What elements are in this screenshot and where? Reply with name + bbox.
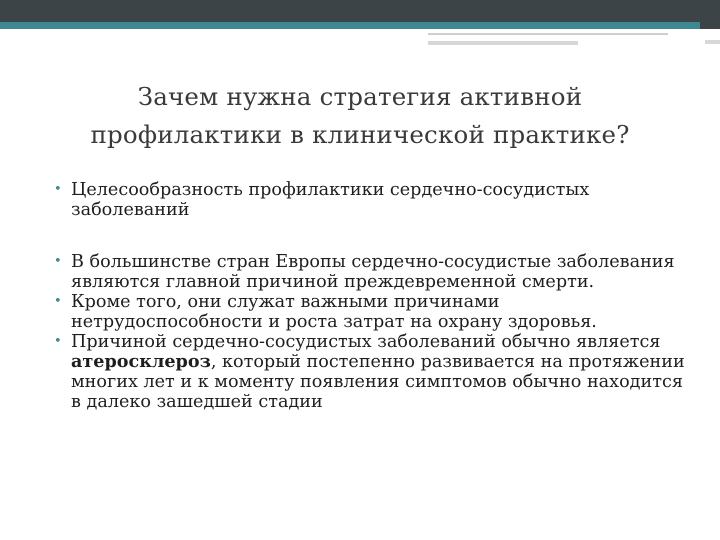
bullet-item	[54, 180, 694, 220]
decor-line	[428, 33, 668, 35]
bullet-text: Целесообразность профилактики сердечно-сосудистых заболеваний	[71, 180, 590, 220]
slide-title-line-2: профилактики в клинической практике?	[90, 120, 630, 149]
decor-line	[428, 41, 578, 45]
bullet-text: В большинстве стран Европы сердечно-сосудистые заболевания являются главной причиной преждевременной смерти.	[71, 252, 675, 292]
bullet-text-bold: атеросклероз	[71, 351, 211, 372]
bullet-dot: •	[54, 182, 62, 197]
bullet-item	[54, 252, 694, 292]
top-dark-bar	[0, 0, 700, 22]
slide-title-line-1: Зачем нужна стратегия активной	[137, 82, 583, 111]
bullet-dot: •	[54, 254, 62, 269]
top-corner-bar	[700, 0, 720, 29]
bullet-text-after: , который постепенно развивается на протяжении многих лет и к моменту появления симптомов обычно находится в далеко зашедшей стадии	[71, 352, 685, 412]
bullet-text-before: Причиной сердечно-сосудистых заболеваний обычно является	[71, 332, 661, 352]
bullet-dot: •	[54, 334, 62, 349]
bullet-item	[54, 332, 694, 412]
decor-line	[705, 40, 720, 44]
bullet-item	[54, 292, 694, 332]
bullet-dot: •	[54, 294, 62, 309]
slide-title	[20, 78, 700, 154]
bullet-list	[54, 180, 694, 412]
bullet-text: Кроме того, они служат важными причинами нетрудоспособности и роста затрат на охрану здоровья.	[71, 292, 597, 332]
top-accent-bar	[0, 22, 700, 29]
